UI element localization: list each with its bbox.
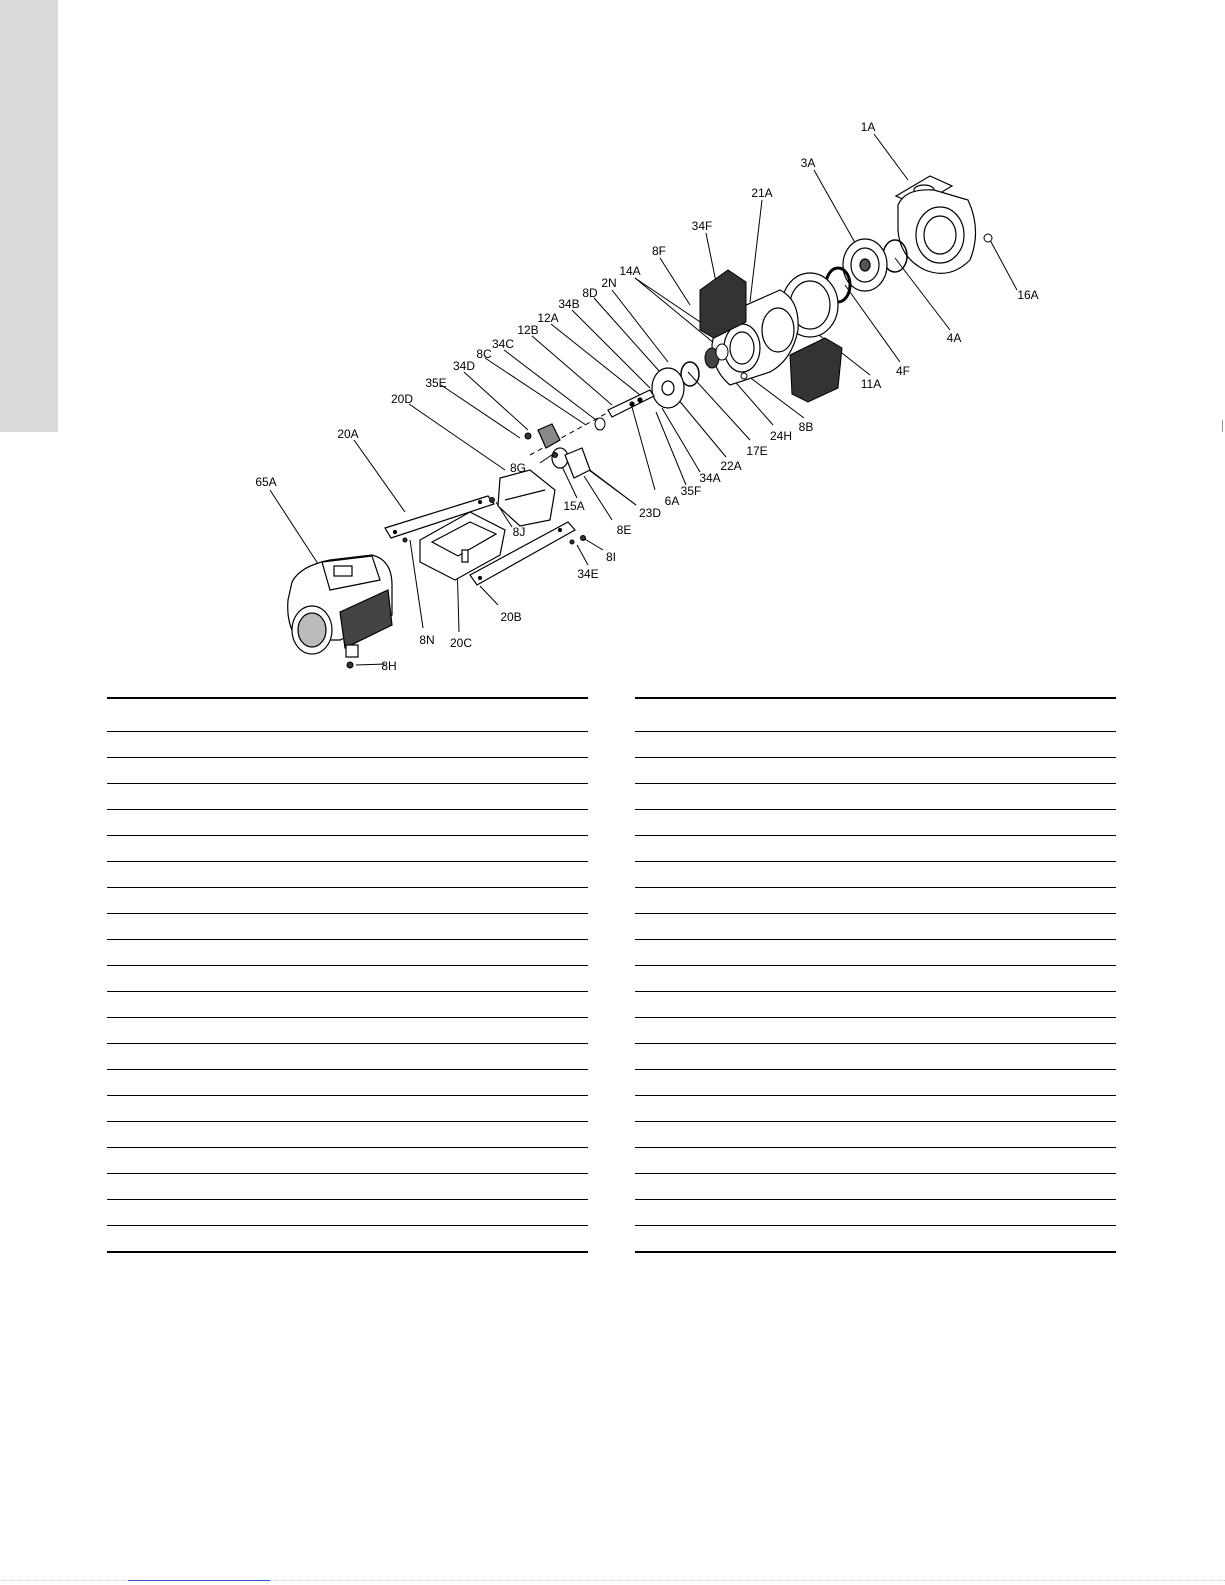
table-row [107,1148,588,1174]
table-row [107,1044,588,1070]
label-21a: 21A [751,186,773,200]
label-65a: 65A [255,475,277,489]
table-header [635,699,1116,732]
footer-link-underline [128,1580,270,1581]
label-20a: 20A [337,427,359,441]
motor-65a [288,555,392,657]
label-8c: 8C [476,347,492,361]
label-17e: 17E [746,444,768,458]
label-2n: 2N [601,276,617,290]
label-35f: 35F [680,484,702,498]
table-row [635,836,1116,862]
table-row [107,914,588,940]
label-3a: 3A [800,156,816,170]
table-row [107,1200,588,1226]
table-row [107,784,588,810]
label-15a: 15A [563,499,585,513]
table-row [107,1096,588,1122]
label-22a: 22A [720,459,742,473]
label-34b: 34B [558,297,580,311]
pump-casing [896,176,976,273]
table-row [635,1044,1116,1070]
label-23d: 23D [638,506,662,520]
table-row [635,1122,1116,1148]
label-6a: 6A [664,494,680,508]
table-header [107,699,588,732]
table-row [107,992,588,1018]
parts-table-right [635,697,1116,1253]
table-row [107,758,588,784]
table-row [107,1018,588,1044]
table-row [107,940,588,966]
label-8b: 8B [798,420,814,434]
label-20b: 20B [500,610,522,624]
nut-35e [525,433,531,439]
table-row [635,1174,1116,1200]
table-row [635,810,1116,836]
label-35e: 35E [425,376,447,390]
label-8j: 8J [512,525,526,539]
bracket-23d [565,448,590,478]
label-34c: 34C [491,337,515,351]
table-row [635,888,1116,914]
label-16a: 16A [1017,288,1039,302]
label-8f: 8F [651,244,667,258]
table-row [635,862,1116,888]
label-4a: 4A [946,331,962,345]
table-row [635,966,1116,992]
table-row [107,732,588,758]
table-row [635,1070,1116,1096]
table-row [635,992,1116,1018]
table-row [635,784,1116,810]
table-row [107,862,588,888]
label-34e: 34E [577,567,599,581]
table-row [635,732,1116,758]
table-row [635,1018,1116,1044]
table-row [635,758,1116,784]
label-24h: 24H [769,429,793,443]
table-row [635,1096,1116,1122]
table-row [635,1200,1116,1226]
label-8n: 8N [419,633,435,647]
label-20d: 20D [390,392,414,406]
label-11a: 11A [860,377,882,391]
label-14a: 14A [619,264,641,278]
label-34a: 34A [699,471,721,485]
label-4f: 4F [895,364,911,378]
label-8i: 8I [605,550,617,564]
table-row [107,1174,588,1200]
exploded-pump-diagram [0,0,1225,690]
table-row [107,810,588,836]
parts-table-left [107,697,588,1253]
shaft-6a [608,390,654,417]
table-row [635,1148,1116,1174]
label-34f: 34F [691,219,713,233]
table-row [107,1070,588,1096]
table-row [635,914,1116,940]
label-8g: 8G [509,461,527,475]
label-1a: 1A [860,120,876,134]
label-8d: 8D [582,286,598,300]
washer-34c [595,418,605,430]
table-row [107,888,588,914]
seal-cover-22a [652,368,684,408]
label-12a: 12A [537,311,559,325]
table-row [107,1122,588,1148]
table-row [107,966,588,992]
label-12b: 12B [517,323,539,337]
label-8h: 8H [381,659,397,673]
label-20c: 20C [449,636,473,650]
bolt-8b [741,373,747,379]
label-8e: 8E [616,523,632,537]
table-row [635,1226,1116,1251]
bolt-16a [984,234,992,242]
table-row [107,836,588,862]
label-34d: 34D [452,359,476,373]
table-row [635,940,1116,966]
table-row [107,1226,588,1251]
